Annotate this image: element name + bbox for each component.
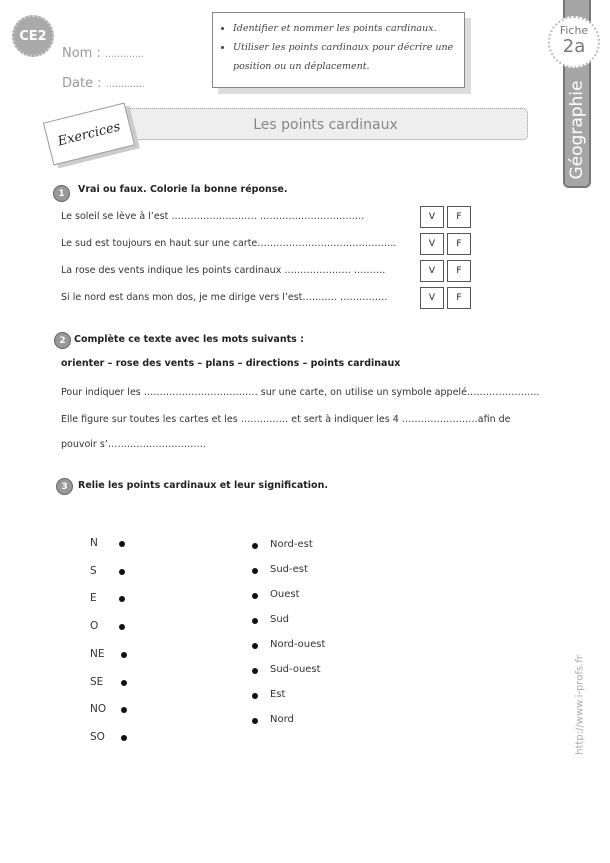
false-box[interactable]: F (447, 206, 471, 228)
cardinal-meaning: Nord (270, 714, 294, 725)
true-box[interactable]: V (420, 233, 444, 255)
date-field[interactable] (62, 76, 139, 91)
date-blank: …………………………… (105, 80, 139, 90)
objective: • Utiliser les points cardinaux pour décrire une position ou un déplacement. (233, 38, 456, 76)
statement: Si le nord est dans mon dos, je me dirige vers l’est…….…. …………… (61, 292, 388, 303)
footer-url[interactable]: http://www.i-profs.fr (574, 655, 586, 755)
left-connect-dot[interactable] (121, 680, 127, 686)
fiche-label: Fiche (559, 24, 589, 37)
statement: Le soleil se lève à l’est ……………………… …………………………… (61, 211, 365, 222)
text-line: Elle figure sur toutes les cartes et les …………… et sert à indiquer les 4 ……………………afin de (61, 414, 511, 425)
statement: Le sud est toujours en haut sur une carte…………………………………….. (61, 238, 397, 249)
left-connect-dot[interactable] (121, 652, 127, 658)
cardinal-abbrev: NO (90, 703, 107, 715)
cardinal-abbrev: SE (90, 676, 104, 688)
right-connect-dot[interactable] (252, 718, 258, 724)
cardinal-meaning: Est (270, 689, 286, 700)
cardinal-meaning: Sud (270, 614, 290, 625)
objective: • Identifier et nommer les points cardinaux. (233, 19, 456, 38)
exercise-number-3: 3 (56, 478, 73, 495)
cardinal-meaning: Nord-est (270, 539, 313, 550)
exercise-number-1: 1 (53, 185, 70, 202)
exercise-number-2: 2 (54, 332, 71, 349)
false-box[interactable]: F (447, 287, 471, 309)
name-blank: …………………………… (105, 50, 138, 60)
false-box[interactable]: F (447, 233, 471, 255)
objectives-box (212, 12, 465, 88)
right-connect-dot[interactable] (252, 668, 258, 674)
date-label: Date : (62, 76, 106, 91)
text-line: pouvoir s’…………………………. (61, 439, 206, 450)
cardinal-meaning: Ouest (270, 589, 300, 600)
name-label: Nom : (62, 46, 105, 61)
name-field[interactable] (62, 46, 138, 61)
fiche-badge (548, 16, 600, 68)
text-line: Pour indiquer les ……………………………… sur une carte, on utilise un symbole appelé………………….. (61, 387, 540, 398)
cardinal-meaning: Nord-ouest (270, 639, 326, 650)
right-connect-dot[interactable] (252, 693, 258, 699)
exercise-2-heading: Complète ce texte avec les mots suivants : (74, 334, 304, 345)
word-list: orienter – rose des vents – plans – directions – points cardinaux (61, 358, 401, 369)
cardinal-meaning: Sud-est (270, 564, 308, 575)
left-connect-dot[interactable] (119, 624, 125, 630)
exercise-3-heading: Relie les points cardinaux et leur signification. (78, 480, 328, 491)
fiche-number: 2a (562, 36, 586, 57)
exercise-1-heading: Vrai ou faux. Colorie la bonne réponse. (78, 184, 288, 195)
cardinal-abbrev: N (90, 537, 98, 549)
cardinal-abbrev: NE (90, 648, 105, 660)
exercises-tag: Exercices (43, 102, 135, 165)
right-connect-dot[interactable] (252, 593, 258, 599)
left-connect-dot[interactable] (119, 569, 125, 575)
left-connect-dot[interactable] (119, 541, 125, 547)
cardinal-abbrev: O (90, 620, 99, 632)
cardinal-abbrev: S (90, 565, 97, 577)
statement: La rose des vents indique les points cardinaux ………………… ….…… (61, 265, 386, 276)
true-box[interactable]: V (420, 206, 444, 228)
right-connect-dot[interactable] (252, 543, 258, 549)
level-badge: CE2 (12, 15, 54, 57)
cardinal-meaning: Sud-ouest (270, 664, 321, 675)
right-connect-dot[interactable] (252, 568, 258, 574)
right-connect-dot[interactable] (252, 643, 258, 649)
true-box[interactable]: V (420, 287, 444, 309)
false-box[interactable]: F (447, 260, 471, 282)
left-connect-dot[interactable] (121, 707, 127, 713)
left-connect-dot[interactable] (119, 596, 125, 602)
cardinal-abbrev: E (90, 592, 97, 604)
true-box[interactable]: V (420, 260, 444, 282)
left-connect-dot[interactable] (121, 735, 127, 741)
right-connect-dot[interactable] (252, 618, 258, 624)
subject-label: Géographie (567, 80, 587, 180)
cardinal-abbrev: SO (90, 731, 105, 743)
page-title: Les points cardinaux (123, 108, 528, 140)
